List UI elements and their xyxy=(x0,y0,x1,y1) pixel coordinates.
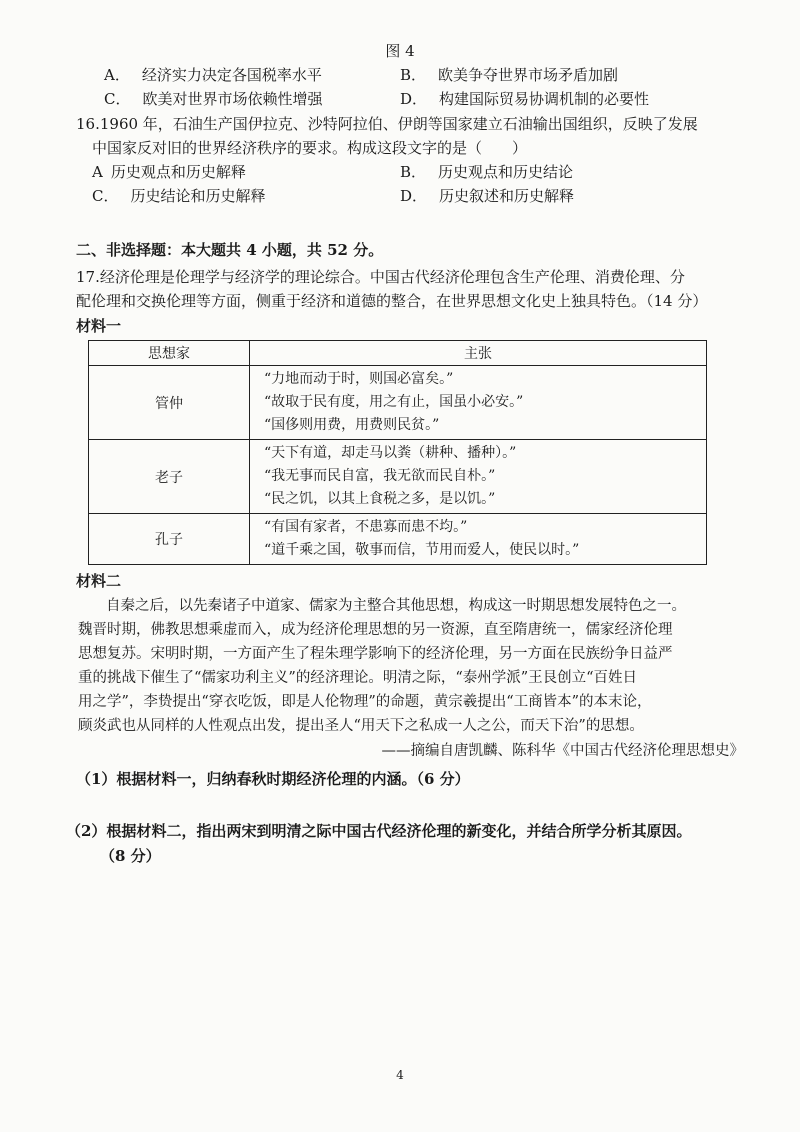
q17-sub1: （1）根据材料一，归纳春秋时期经济伦理的内涵。（6 分） xyxy=(76,770,470,788)
claim-line: “道千乘之国，敬事而信，节用而爱人，使民以时。” xyxy=(264,542,580,558)
claim-line: “天下有道，却走马以粪（耕种、播种）。” xyxy=(264,445,517,461)
claim-line: “力地而动于时，则国必富矣。” xyxy=(264,371,454,387)
claim-line: “有国有家者，不患寡而患不均。” xyxy=(264,519,468,535)
q16-option-d: D． 历史叙述和历史解释 xyxy=(400,187,575,205)
material2-label: 材料二 xyxy=(76,572,122,590)
q16-stem-line1: 16.1960 年，石油生产国伊拉克、沙特阿拉伯、伊朗等国家建立石油输出国组织，反映了发展 xyxy=(76,115,698,133)
material2-line: 魏晋时期，佛教思想乘虚而入，成为经济伦理思想的另一资源，直至隋唐统一，儒家经济伦理 xyxy=(78,622,673,638)
q15-option-b: B． 欧美争夺世界市场矛盾加剧 xyxy=(400,66,619,84)
claim-line: “故取于民有度，用之有止，国虽小必安。” xyxy=(264,394,524,410)
figure-caption: 图 4 xyxy=(385,42,415,60)
q15-option-a: A． 经济实力决定各国税率水平 xyxy=(104,66,322,84)
claim-line: “我无事而民自富，我无欲而民自朴。” xyxy=(264,468,496,484)
claim-line: “民之饥，以其上食税之多，是以饥。” xyxy=(264,491,496,507)
q16-option-b: B． 历史观点和历史结论 xyxy=(400,163,574,181)
q15-option-d: D． 构建国际贸易协调机制的必要性 xyxy=(400,90,650,108)
thinker-claims xyxy=(250,440,707,514)
q16-option-a: A 历史观点和历史解释 xyxy=(92,163,246,181)
page-number: 4 xyxy=(396,1068,404,1082)
claim-line: “国侈则用费，用费则民贫。” xyxy=(264,417,440,433)
material2-line: 思想复苏。宋明时期，一方面产生了程朱理学影响下的经济伦理，另一方面在民族纷争日益严 xyxy=(78,646,673,662)
q15-option-c: C． 欧美对世界市场依赖性增强 xyxy=(104,90,323,108)
q17-sub2-line2: （8 分） xyxy=(100,847,161,865)
thinker-claims xyxy=(250,514,707,565)
section2-heading: 二、非选择题：本大题共 4 小题，共 52 分。 xyxy=(76,241,384,259)
q17-intro-line1: 17.经济伦理是伦理学与经济学的理论综合。中国古代经济伦理包含生产伦理、消费伦理、分 xyxy=(76,268,685,286)
material2-line: 用之学”，李贽提出“穿衣吃饭，即是人伦物理”的命题，黄宗羲提出“工商皆本”的本末论， xyxy=(78,694,652,710)
thinker-name: 老子 xyxy=(89,440,250,514)
material1-label: 材料一 xyxy=(76,317,122,335)
table-header-thinker: 思想家 xyxy=(89,341,250,366)
thinker-name: 孔子 xyxy=(89,514,250,565)
table-row xyxy=(89,440,707,514)
table-header-claims: 主张 xyxy=(250,341,707,366)
table-header-row xyxy=(89,341,707,366)
material2-line: 自秦之后，以先秦诸子中道家、儒家为主整合其他思想，构成这一时期思想发展特色之一。 xyxy=(106,598,686,614)
material2-line: 重的挑战下催生了“儒家功利主义”的经济理论。明清之际，“泰州学派”王艮创立“百姓日 xyxy=(78,670,638,686)
thinker-name: 管仲 xyxy=(89,366,250,440)
q16-option-c: C． 历史结论和历史解释 xyxy=(92,187,266,205)
q16-stem-line2: 中国家反对旧的世界经济秩序的要求。构成这段文字的是（ ） xyxy=(92,139,528,157)
thinker-claims xyxy=(250,366,707,440)
table-row xyxy=(89,366,707,440)
material2-line: 顾炎武也从同样的人性观点出发，提出圣人“用天下之私成一人之公，而天下治”的思想。 xyxy=(78,718,644,734)
q17-sub2-line1: （2）根据材料二，指出两宋到明清之际中国古代经济伦理的新变化，并结合所学分析其原因。 xyxy=(66,822,692,840)
material2-text xyxy=(78,594,738,738)
q17-intro-line2: 配伦理和交换伦理等方面，侧重于经济和道德的整合，在世界思想文化史上独具特色。（14 分） xyxy=(76,292,708,310)
material1-table xyxy=(88,340,707,565)
table-row xyxy=(89,514,707,565)
material2-source: ——摘编自唐凯麟、陈科华《中国古代经济伦理思想史》 xyxy=(381,743,744,759)
